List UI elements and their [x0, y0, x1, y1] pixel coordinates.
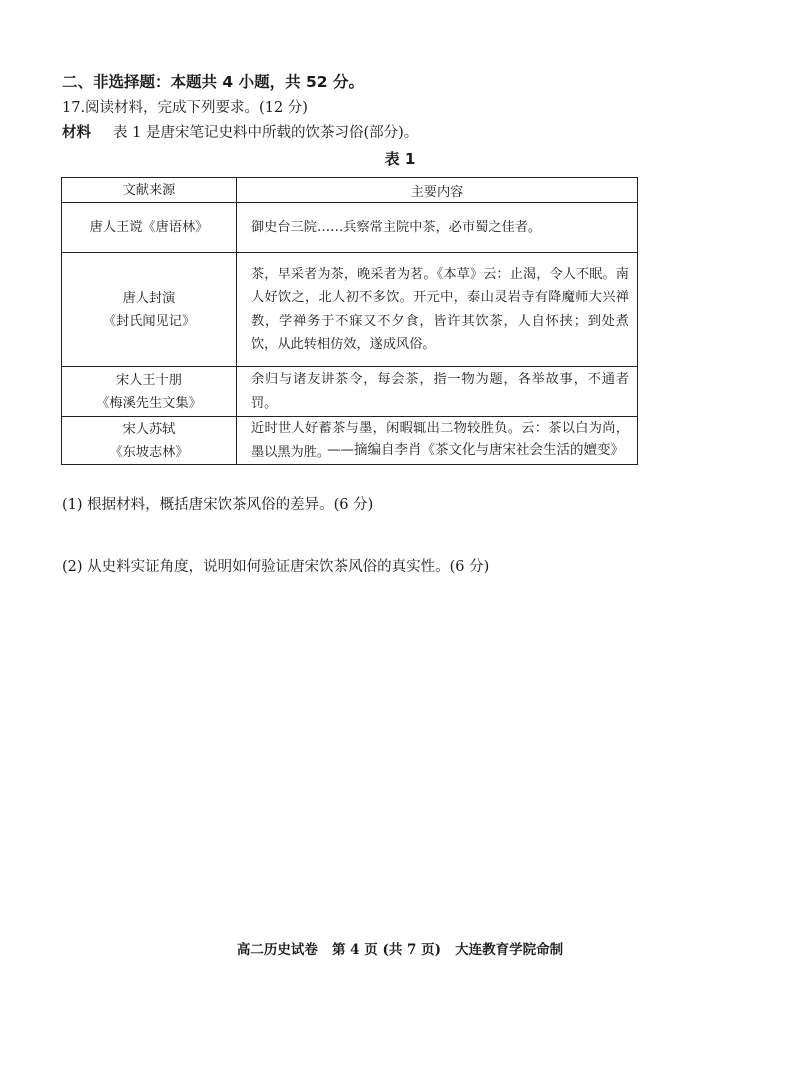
row-source: [62, 253, 237, 367]
row-source: [62, 367, 237, 417]
material-intro: [62, 121, 418, 142]
material-label: 材料: [62, 125, 91, 141]
table-row: [62, 253, 638, 367]
section-title: 二、非选择题：本题共 4 小题，共 52 分。: [62, 73, 364, 91]
source-line: 《梅溪先生文集》: [96, 395, 202, 411]
question-17-stem: 17.阅读材料，完成下列要求。(12 分): [62, 100, 308, 116]
source-line: 唐人封演: [122, 290, 176, 306]
material-text: 表 1 是唐宋笔记史料中所载的饮茶习俗(部分)。: [113, 125, 419, 141]
header-source: 文献来源: [62, 178, 237, 203]
row-content: 余归与诸友讲茶令，每会茶，指一物为题，各举故事，不通者罚。: [237, 367, 638, 417]
row-source: [62, 417, 237, 465]
row-source: [62, 203, 237, 253]
source-note: ——摘编自李肖《茶文化与唐宋社会生活的嬗变》: [327, 442, 624, 458]
source-line: 宋人苏轼: [122, 421, 176, 437]
sub-question-1: (1) 根据材料，概括唐宋饮茶风俗的差异。(6 分): [62, 497, 374, 513]
table-row: [62, 203, 638, 253]
row-content: 近时世人好蓄茶与墨，闲暇辄出二物较胜负。云：茶以白为尚，墨以黑为胜。: [237, 417, 638, 465]
table-caption: 表 1: [384, 150, 416, 168]
sub-question-2: (2) 从史料实证角度，说明如何验证唐宋饮茶风俗的真实性。(6 分): [62, 559, 490, 575]
table-header-row: [62, 178, 638, 203]
source-line: 唐人王谠《唐语林》: [89, 220, 209, 235]
source-line: 《封氏闻见记》: [102, 313, 196, 329]
header-content: 主要内容: [237, 178, 638, 203]
row-content: 御史台三院……兵察常主院中茶，必市蜀之佳者。: [237, 203, 638, 253]
tea-customs-table: [61, 177, 638, 465]
page-footer: 高二历史试卷 第 4 页 (共 7 页) 大连教育学院命制: [236, 942, 564, 958]
source-line: 《东坡志林》: [109, 444, 189, 460]
table-row: [62, 367, 638, 417]
source-line: 宋人王十朋: [116, 372, 182, 388]
row-content: 茶，早采者为茶，晚采者为茗。《本草》云：止渴，令人不眠。南人好饮之，北人初不多饮。开元中，泰山灵岩寺有降魔师大兴禅教，学禅务于不寐又不夕食，皆许其饮茶，人自怀挟；到处煮饮，从此转相仿效，遂成风俗。: [237, 253, 638, 367]
